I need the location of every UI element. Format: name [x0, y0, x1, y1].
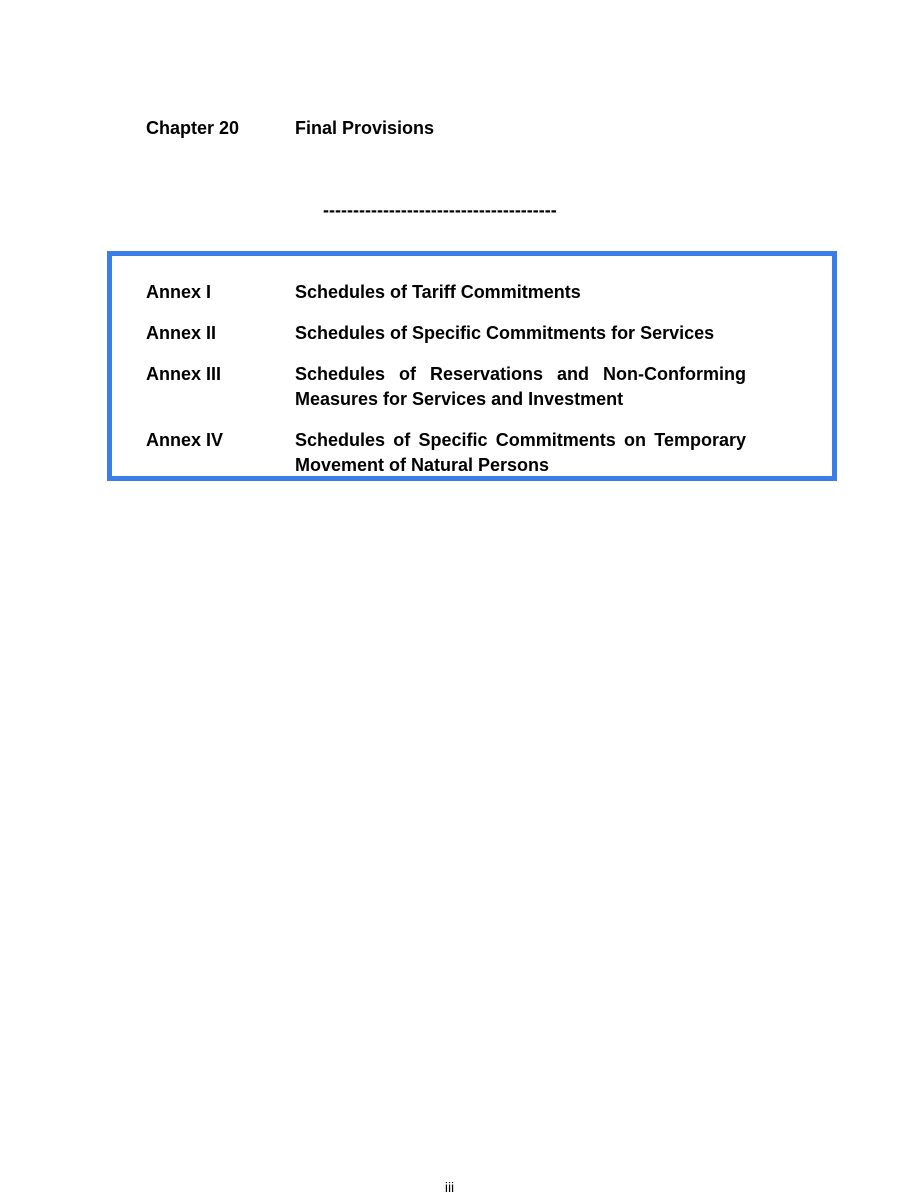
section-separator: ---------------------------------------: [323, 200, 557, 220]
page-number: iii: [444, 1179, 455, 1195]
annex-label: Annex IV: [146, 430, 224, 450]
annex-label: Annex II: [146, 323, 217, 343]
annex-label: Annex III: [146, 364, 222, 384]
annex-title: Schedules of Specific Commitments for Services: [295, 323, 715, 343]
annex-entry: [146, 428, 746, 478]
chapter-title: Final Provisions: [295, 118, 435, 138]
annex-title: Schedules of Tariff Commitments: [295, 282, 581, 302]
annex-title: Schedules of Reservations and Non-Conforming Measures for Services and Investment: [295, 364, 746, 409]
annex-label: Annex I: [146, 282, 212, 302]
annex-entry: [146, 362, 746, 412]
annex-list: [146, 280, 746, 494]
annex-entry: [146, 280, 746, 305]
annex-title: Schedules of Specific Commitments on Temporary Movement of Natural Persons: [295, 430, 746, 475]
chapter-label: Chapter 20: [146, 118, 240, 138]
annex-entry: [146, 321, 746, 346]
